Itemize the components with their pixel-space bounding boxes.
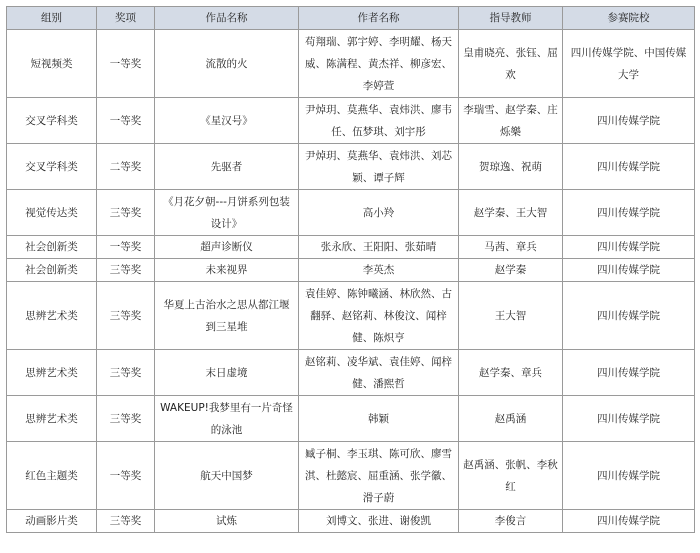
cell-authors: 韩颖: [299, 396, 459, 442]
cell-advisors: 皇甫晓亮、张钰、屈欢: [459, 30, 563, 98]
cell-advisors: 王大智: [459, 282, 563, 350]
cell-authors: 赵铭莉、凌华斌、袁佳婷、闻梓健、潘熙哲: [299, 350, 459, 396]
cell-school: 四川传媒学院: [563, 98, 695, 144]
cell-award: 三等奖: [97, 396, 155, 442]
cell-school: 四川传媒学院: [563, 350, 695, 396]
cell-work-title: WAKEUP!我梦里有一片奇怪的泳池: [155, 396, 299, 442]
table-row: [7, 259, 695, 282]
cell-work-title: 超声诊断仪: [155, 236, 299, 259]
cell-authors: 苟翔瑞、郭宇婷、李明耀、杨天威、陈满程、黄杰祥、柳彦宏、李婷萱: [299, 30, 459, 98]
table-row: [7, 510, 695, 533]
table-row: [7, 30, 695, 98]
cell-work-title: 先驱者: [155, 144, 299, 190]
cell-work-title: 未来视界: [155, 259, 299, 282]
cell-award: 三等奖: [97, 259, 155, 282]
cell-advisors: 马茜、章兵: [459, 236, 563, 259]
cell-advisors: 赵禹涵、张帆、李秋红: [459, 442, 563, 510]
cell-advisors: 赵禹涵: [459, 396, 563, 442]
cell-group: 交叉学科类: [7, 144, 97, 190]
table-row: [7, 396, 695, 442]
cell-group: 社会创新类: [7, 259, 97, 282]
cell-group: 短视频类: [7, 30, 97, 98]
header-row: [7, 7, 695, 30]
cell-authors: 袁佳婷、陈钟曦涵、林欣然、古翻驿、赵铭莉、林俊汶、闻梓健、陈炽亨: [299, 282, 459, 350]
table-row: [7, 190, 695, 236]
cell-advisors: 赵学秦: [459, 259, 563, 282]
table-row: [7, 144, 695, 190]
cell-school: 四川传媒学院、中国传媒大学: [563, 30, 695, 98]
cell-award: 三等奖: [97, 350, 155, 396]
header-advisors: 指导教师: [459, 7, 563, 30]
cell-group: 红色主题类: [7, 442, 97, 510]
header-work-title: 作品名称: [155, 7, 299, 30]
cell-award: 二等奖: [97, 144, 155, 190]
cell-group: 思辨艺术类: [7, 282, 97, 350]
cell-award: 三等奖: [97, 510, 155, 533]
cell-school: 四川传媒学院: [563, 442, 695, 510]
cell-work-title: 航天中国梦: [155, 442, 299, 510]
cell-group: 动画影片类: [7, 510, 97, 533]
awards-table: [6, 6, 695, 533]
cell-school: 四川传媒学院: [563, 259, 695, 282]
cell-advisors: 李俊言: [459, 510, 563, 533]
cell-award: 三等奖: [97, 282, 155, 350]
cell-award: 一等奖: [97, 236, 155, 259]
cell-award: 一等奖: [97, 442, 155, 510]
cell-group: 思辨艺术类: [7, 350, 97, 396]
cell-school: 四川传媒学院: [563, 236, 695, 259]
cell-school: 四川传媒学院: [563, 396, 695, 442]
cell-authors: 尹焯玥、莫燕华、袁炜洪、刘芯颖、谭子辉: [299, 144, 459, 190]
cell-work-title: 《月花夕朝---月饼系列包装设计》: [155, 190, 299, 236]
header-authors: 作者名称: [299, 7, 459, 30]
table-row: [7, 98, 695, 144]
header-group: 组别: [7, 7, 97, 30]
cell-advisors: 贺琼逸、祝萌: [459, 144, 563, 190]
cell-authors: 刘博文、张进、谢俊凯: [299, 510, 459, 533]
cell-school: 四川传媒学院: [563, 190, 695, 236]
table-row: [7, 442, 695, 510]
cell-school: 四川传媒学院: [563, 144, 695, 190]
cell-authors: 张永欣、王阳阳、张茹晴: [299, 236, 459, 259]
cell-work-title: 试炼: [155, 510, 299, 533]
header-award: 奖项: [97, 7, 155, 30]
cell-group: 交叉学科类: [7, 98, 97, 144]
cell-advisors: 赵学秦、章兵: [459, 350, 563, 396]
cell-advisors: 赵学秦、王大智: [459, 190, 563, 236]
cell-award: 一等奖: [97, 30, 155, 98]
cell-school: 四川传媒学院: [563, 282, 695, 350]
table-row: [7, 282, 695, 350]
cell-award: 三等奖: [97, 190, 155, 236]
cell-award: 一等奖: [97, 98, 155, 144]
cell-authors: 尹焯玥、莫燕华、袁炜洪、廖韦任、伍梦琪、刘宇彤: [299, 98, 459, 144]
cell-group: 视觉传达类: [7, 190, 97, 236]
cell-work-title: 流散的火: [155, 30, 299, 98]
cell-advisors: 李瑞雪、赵学秦、庄烁樂: [459, 98, 563, 144]
cell-school: 四川传媒学院: [563, 510, 695, 533]
cell-authors: 臧子桐、李玉琪、陈可欣、廖雪淇、杜懿宸、屈重涵、张学徽、滑子蔚: [299, 442, 459, 510]
cell-work-title: 《星汉号》: [155, 98, 299, 144]
cell-group: 思辨艺术类: [7, 396, 97, 442]
table-row: [7, 350, 695, 396]
cell-authors: 李英杰: [299, 259, 459, 282]
cell-group: 社会创新类: [7, 236, 97, 259]
header-school: 参赛院校: [563, 7, 695, 30]
table-row: [7, 236, 695, 259]
cell-work-title: 末日虚境: [155, 350, 299, 396]
cell-authors: 高小羚: [299, 190, 459, 236]
cell-work-title: 华夏上古治水之思从都江堰到三星堆: [155, 282, 299, 350]
